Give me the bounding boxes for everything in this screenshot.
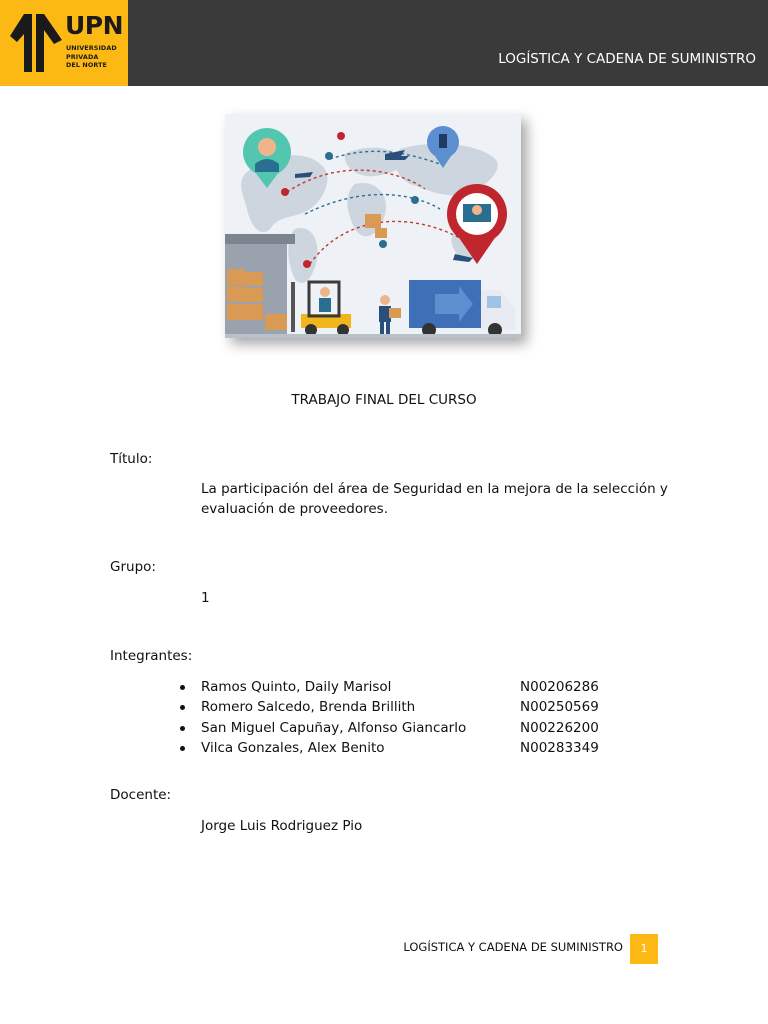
title-value-line: La participación del área de Seguridad en la mejora de la selección y bbox=[201, 481, 668, 497]
teacher-value: Jorge Luis Rodriguez Pio bbox=[201, 818, 363, 834]
logo-subtitle bbox=[66, 44, 117, 70]
title-label: Título: bbox=[110, 451, 153, 467]
upn-logo bbox=[0, 0, 128, 86]
member-code: N00250569 bbox=[520, 699, 599, 716]
members-list bbox=[180, 677, 620, 758]
title-value bbox=[201, 479, 671, 519]
group-label: Grupo: bbox=[110, 559, 156, 575]
members-label: Integrantes: bbox=[110, 648, 193, 664]
bullet-icon bbox=[180, 726, 185, 731]
logistics-illustration-icon bbox=[225, 114, 521, 338]
member-name: Ramos Quinto, Daily Marisol bbox=[201, 679, 392, 695]
upn-arrow-logo-icon bbox=[10, 12, 62, 74]
list-item bbox=[180, 677, 620, 697]
member-name: San Miguel Capuñay, Alfonso Giancarlo bbox=[201, 719, 467, 736]
footer-course-title: LOGÍSTICA Y CADENA DE SUMINISTRO bbox=[403, 940, 623, 954]
bullet-icon bbox=[180, 746, 185, 751]
document-main-title: TRABAJO FINAL DEL CURSO bbox=[291, 392, 477, 408]
list-item bbox=[180, 718, 620, 738]
member-code: N00283349 bbox=[520, 739, 599, 756]
page-number-badge: 1 bbox=[630, 934, 658, 964]
logo-subtitle-line: DEL NORTE bbox=[66, 61, 108, 70]
member-name: Romero Salcedo, Brenda Brillith bbox=[201, 699, 416, 716]
group-value: 1 bbox=[201, 590, 210, 606]
member-name: Vilca Gonzales, Alex Benito bbox=[201, 739, 385, 756]
page-header bbox=[0, 0, 768, 86]
member-code: N00226200 bbox=[520, 719, 599, 736]
teacher-label: Docente: bbox=[110, 787, 172, 803]
title-value-line: evaluación de proveedores. bbox=[201, 501, 388, 517]
header-course-title: LOGÍSTICA Y CADENA DE SUMINISTRO bbox=[498, 51, 756, 67]
bullet-icon bbox=[180, 685, 185, 690]
bullet-icon bbox=[180, 705, 185, 710]
list-item bbox=[180, 738, 620, 758]
logistics-illustration bbox=[225, 114, 521, 338]
list-item bbox=[180, 697, 620, 717]
logo-subtitle-line: UNIVERSIDAD bbox=[66, 44, 117, 52]
logo-brand: UPN bbox=[65, 11, 124, 40]
logo-subtitle-line: PRIVADA bbox=[66, 52, 99, 61]
member-code: N00206286 bbox=[520, 679, 599, 695]
